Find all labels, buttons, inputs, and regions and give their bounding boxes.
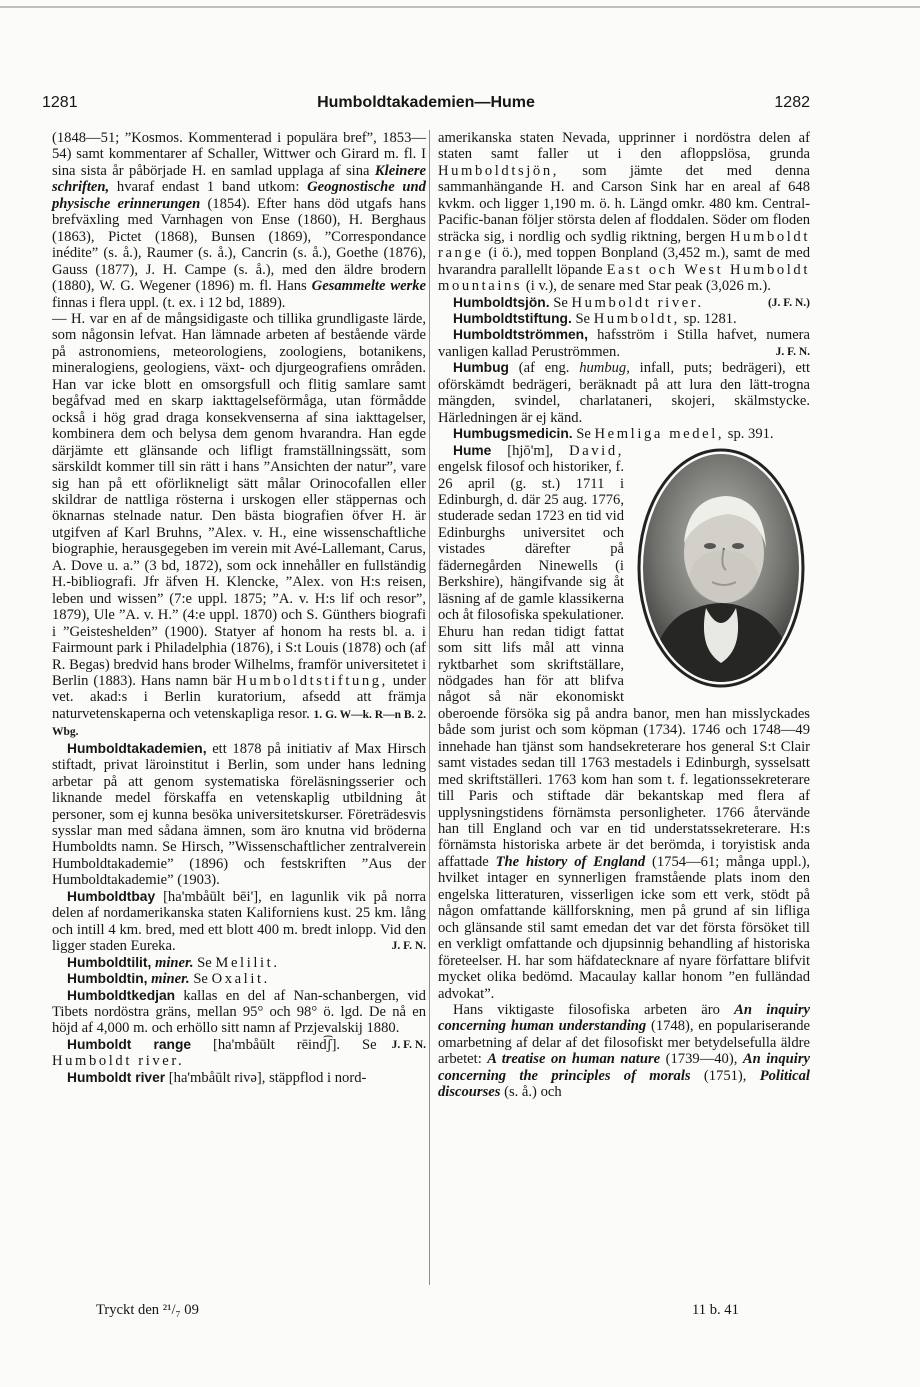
headword: Humboldtin, xyxy=(67,971,148,987)
signature: J. F. N. xyxy=(391,940,426,953)
headword: Humboldtkedjan xyxy=(67,987,176,1003)
entry-humboldtstrommen: Humboldtströmmen, hafsström i Stilla hafvet, numera vanligen kallad Peruströmmen. J. F. N. xyxy=(438,327,811,360)
headword: Humbugsmedicin. xyxy=(453,426,573,442)
headword: Humboldtakademien, xyxy=(67,740,207,756)
headword: Humboldtbay xyxy=(67,888,156,904)
headword: Humboldtstiftung. xyxy=(453,310,572,326)
signature: J. F. N. xyxy=(775,345,810,358)
running-title: Humboldtakademien—Hume xyxy=(317,94,535,111)
humboldt-works-paragraph: (1848—51; ”Kosmos. Kommenterad i populära bref”, 1853—54) samt kommentarer af Schaller, Wittwer och Girard m. fl. I sina sista år påbörjade H. en samlad upplaga af sina Kleinere schriften, hvaraf endast 1 band utkom: Geognostische und physische erinnerungen (1854). Efter hans död utgafs hans brefväxling med Varnhagen von Ense (1860), H. Berghaus (1863), Pictet (1868), Bunsen (1869), ”Correspondance inédite” (s. å.), Raumer (s. å.), Cancrin (s. å.), Goethe (1876), Gauss (1877), J. H. Campe (s. å.), med den äldre brodern (1880), W. G. Wegener (1896) m. fl. Hans Gesammelte werke finnas i flera uppl. (t. ex. i 12 bd, 1889). xyxy=(52,130,427,311)
right-column xyxy=(438,130,810,1101)
headword: Humboldt river xyxy=(67,1069,166,1085)
entry-hume: Hume [hjō'm], David, engelsk filosof och historiker, f. 26 april (g. st.) 1711 i Edinburgh, d. där 25 aug. 1776, studerade sedan 1723 en tid vid Edinburghs universitet och vistades därefter på fädernegården Ninewells (i Berkshire), hängifvande sig åt läsning af de gamle klassikerna och åt filosofiska spekulationer. Ehuru han redan tidigt fattat som sitt lifs mål att vinna ryktbarhet som skriftställare, nödgades han för att blifva något så när ekonomiskt oberoende försöka sig på andra banor, men han misslyckades både som jurist och som köpman (1734). 1746 och 1748—49 innehade han tjänst som handsekreterare hos general S:t Clair samt vistades sedan till 1763 mestadels i Edinburgh, sysselsatt med skriftställeri. 1763 kom han som t. f. legationssekreterare till Paris och stiftade där bekantskap med flera af upplysningstidens förnämsta personligheter. 1766 återvände han till England och var en tid understatssekreterare. H:s förnämsta historiska arbete är det berömda, i toryistisk anda affattade The history of England (1754—61; många uppl.), hvilket intager en synnerligen framstående plats inom den engelska litteraturen, visserligen icke som ett verk, stödt på någon omfattande källforskning, men på grund af sin lifliga och glänsande stil samt emedan det var det första försöket till en verkligt omfattande och djupsinnig behandling af historiska företeelser. H. har som häfdatecknare af nyare författare blifvit mycket olika bedömd. Macaulay kallar honom ”en fulländad advokat”. xyxy=(438,442,810,1002)
entry-humboldtin: Humboldtin, miner. Se Oxalit. xyxy=(67,971,270,988)
entry-humboldtstiftung: Humboldtstiftung. Se Humboldt, sp. 1281. xyxy=(453,310,737,327)
entry-humboldtsjon: Humboldtsjön. Se Humboldt river. xyxy=(453,294,704,311)
page-number-right: 1282 xyxy=(774,94,810,111)
entry-humbugsmedicin: Humbugsmedicin. Se Hemliga medel, sp. 391. xyxy=(453,426,774,443)
page-header xyxy=(42,94,810,118)
signature: 1. G. W—k. R—n B. 2. Wbg. xyxy=(52,708,426,739)
hume-portrait-image xyxy=(636,448,806,688)
headword: Humboldtströmmen, xyxy=(453,327,588,343)
headword: Humboldt range xyxy=(67,1036,192,1052)
left-column xyxy=(52,130,426,1086)
signature: (J. F. N.) xyxy=(767,296,810,309)
signature-mark: 11 b. 41 xyxy=(692,1302,739,1318)
headword: Hume xyxy=(453,442,492,458)
headword: Humbug xyxy=(453,360,509,376)
entry-humboldtilit: Humboldtilit, miner. Se Melilit. xyxy=(67,954,280,971)
entry-humboldt-river: Humboldt river [ha'mbåūlt rivə], stäppflod i nord- xyxy=(67,1069,367,1086)
headword: Humboldtilit, xyxy=(67,954,152,970)
entry-humboldtakademien: Humboldtakademien, ett 1878 på initiativ af Max Hirsch stiftadt, privat läroinstitut i Berlin, som under hans ledning arbetar på att genom systematiska föreläsningsserier och liknande medel förskaffa en vetenskaplig utbildning åt personer, som ej kunna besöka universitetskurser. Företrädesvis sysslar man med sådana ämnen, som äro knutna vid bröderna Humboldts namn. Se Hirsch, ”Wissenschaftlicher zentralverein Humboldtakademie” (1896) och festskriften ”Aus der Humboldtakademie” (1903). xyxy=(52,740,426,889)
print-date: Tryckt den ²¹/₇ 09 xyxy=(96,1302,199,1318)
column-divider xyxy=(429,130,430,1285)
hume-philosophical-works: Hans viktigaste filosofiska arbeten äro An inquiry concerning human understanding (1748), en populariserande omarbetning af delar af det filosofiskt mer betydelsefulla äldre arbetet: A treatise on human nature (1739—40), An inquiry concerning the principles of morals (1751), Political discourses (s. å.) och xyxy=(438,1002,811,1101)
top-scan-edge xyxy=(0,6,920,8)
headword: Humboldtsjön. xyxy=(453,294,550,310)
entry-humboldt-range: Humboldt range [ha'mbåūlt rēind͡ʃ]. Se Humboldt river. xyxy=(52,1036,377,1070)
portrait-frame xyxy=(632,445,810,691)
humboldt-assessment-paragraph: — H. var en af de mångsidigaste och tillika grundligaste lärde, som någonsin lefvat. Han lämnade arbeten af bestående värde på astronomiens, meteorologiens, zoologiens, botanikens, mineralogiens, geologiens, växt- och djurgeografiens områden. Han var icke blott en omsorgsfull och flitig samlare samt begåfvad med en skarp iakttagelseförmåga, utan förmådde också i hög grad draga konsekvenserna af sina iakttagelser, kombinera dem och belysa dem genom hvarandra. Han egde därjämte ett glänsande och lifligt framställningssätt, som särskildt kommer till sin rätt i hans ”Ansichten der natur”, vare sig han på ett oförlikneligt sätt målar Orinocofallen eller skildrar de nattliga rösterna i urskogen eller stäppernas och öknarnas stelnade natur. Den bästa biografien öfver H. är utgifven af Karl Bruhns, ”Alex. v. H., eine wissenschaftliche biographie, herausgegeben im verein mit Avé-Lallemant, Carus, A. Dove u. a.” (3 bd, 1872), som ock innehåller en fullständig H.-bibliografi. Jfr äfven H. Klencke, ”Alex. von H:s reisen, leben und wissen” (7:e uppl. 1875; ”A. v. H:s lif och resor”, 1879), Ule ”A. v. H.” (4:e uppl. 1870) och S. Günthers biografi i ”Geisteshelden” (1900). Statyer af honom ha rests bl. a. i Fairmount park i Philadelphia (1876), i S:t Louis (1878) och (af R. Begas) bredvid hans broder Wilhelms, framför universitetet i Berlin (1883). Hans namn bär Humboldtstiftung, under vet. akad:s i Berlin kuratorium, afsedd att främja naturvetenskaperna och vetenskapliga resor. 1. G. W—k. R—n B. 2. Wbg. xyxy=(52,310,426,739)
entry-humbug: Humbug (af eng. humbug, infall, puts; bedrägeri), ett oförskämdt bedrägeri, beräknadt på att lura den lätt-trogna mängden, svindel, charlataneri, skojeri, skälmstycke. Härledningen är ej känd. xyxy=(438,360,810,426)
entry-humboldtbay: Humboldtbay [ha'mbåūlt bēi'], en lagunlik vik på norra delen af nordamerikanska staten Kaliforniens kust. 25 km. lång och intill 4 km. bred, med ett blott 400 m. bredt inlopp. Vid den ligger staden Eureka. J. F. N. xyxy=(52,888,426,955)
signature: J. F. N. xyxy=(391,1038,426,1051)
humboldt-river-continuation: amerikanska staten Nevada, upprinner i nordöstra delen af staten samt faller ut i den afloppslösa, grunda Humboldtsjön, som jämte det med denna sammanhängande H. and Carson Sink har en areal af 648 kvkm. och ligger 1,190 m. ö. h. Längd omkr. 480 km. Central-Pacific-banan följer största delen af floddalen. Söder om floden sträcka sig, i nordlig och sydlig riktning, bergen Humboldt range (i ö.), med toppen Bonpland (3,452 m.), samt de med hvarandra parallellt löpande East och West Humboldt mountains (i v.), de senare med Star peak (3,026 m.). (J. F. N.) xyxy=(438,130,810,295)
entry-humboldtkedjan: Humboldtkedjan kallas en del af Nan-schanbergen, vid Tibets nordöstra gräns, mellan 95° och 98° ö. lgd. De nå en höjd af 4,000 m. och erhöllo sitt namn af Przjevalskij 1880. J. F. N. xyxy=(52,988,426,1037)
page-number-left: 1281 xyxy=(42,94,78,111)
